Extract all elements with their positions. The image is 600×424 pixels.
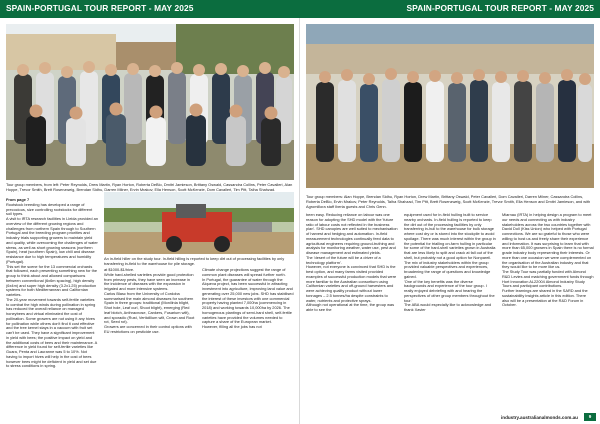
paragraph: This set the scene for the 13 commercial orchards that followed, each presenting something new for the group to think about and allowed comparisons between conventional (6x6m spacing), high density (6x4m) and super high density (3.2x1.25) production systems for both Mediterranean and Californian varieties. [6,263,98,297]
paragraph: Miarnau (IRTA) in helping design a program to meet our needs and connecting us with industry stakeholders across the two countries together with David Doll (Kiss Union) who helped with Portugal connections. We are so grateful to those who were willing to host us and freely share their experience and information. It was surprising to learn that with more than 65,000 growers in Spain there is no formal grade industry body representing their interests. Or more than one occasion we were complemented on the organisation of the Australian industry and that they would like to be more like us. [502,213,594,270]
paragraph: Carlos Blasc from the University of Cordoba summarised the main almond diseases for southern Spain in three groups: traditional (Monilinia blight, Shot hole, Leaf curl, Shoot blight), emerging (Red leaf blotch, Anthracnose, Cankers, Fusarium wilt), and sporadic (Rust, Verticillium wilt, Crown and Root rot, Seed rot). [104,290,195,325]
paragraph: However, filling all the jobs has not [202,324,262,329]
right-text-column-2 [404,213,496,413]
footer-url[interactable]: industry.australianalmonds.com.au [500,415,578,420]
right-text-column-3 [502,213,594,409]
left-text-column-2 [104,268,196,418]
paragraph: While hard-shelled varieties provide good protection from primary pests, they have seen an increase in the incidence of diseases with the expansion in irrigated and more intensive systems. [104,271,194,291]
right-photo-caption: Tour group members: Alan Hoppe, Brendan Sidhu, Ryan Horton, Drew Martin, Brittany Oswald, Peter Cavalleri, Dom Cavalleri, Darren Milner, Cassandra Collins, Roberta DeBlo, Ervin Mrakov, Peter Reynolds, Talha Shahzad, Tim Pitt, Brett Rosenzweig, Scott McKenzie, Trevor Smith, Ella Henson and Dmitri Jamieson, and with Agromillora staff Iberia guests and Chris Genn. [306,194,591,209]
left-photo-caption: Tour group members, from left: Peter Reynolds, Drew Martin, Ryan Horton, Roberta DeBlo, Dmitri Jamieson, Brittany Oswald, Cassandra Collins, Peter Cavalleri, Alan Hoppe, Trevor Smith, Brett Rosenzweig, Brendan Sidhu, Darren Milner, Ervin Mrakov, Ella Henson, Scott McKenzie, Dom Cavalleri, Tim Pitt, Talha Shahzad. [6,182,293,192]
paragraph: at $1000-$1/hive. [104,268,135,272]
paragraph: Rootstock breeding has developed a range of precocious, size controlling rootstocks for different soil types. [6,201,93,217]
paragraph: Further learnings are shared in the SARD and the sustainability insights article in this edition. There also will be a presentation at the R&D Forum in October. [502,288,588,308]
left-text-column-1 [6,198,98,416]
paragraph: The 'desert of the future will be a driver of a technology platform'. [306,254,381,265]
paragraph: 'One of the key benefits was the diverse backgrounds and experience of the tour group. I really enjoyed debriefing with and hearing the perspectives of other group members throughout the tour.' [404,278,495,303]
paragraph: The ABA would especially like to acknowledge and thank Xavier [404,302,492,312]
right-page [300,0,600,424]
page-number: 9 [584,413,596,421]
header-title-right: SPAIN-PORTUGAL TOUR REPORT - MAY 2025 [406,3,594,13]
infield-hiller-photo [104,192,294,254]
paragraph: However, not everyone is convinced that SHD is the best option, and many farms visited provided examples of successful production models that were more familiar to the Australian consortium using Californian varieties and off-ground harvesters and were achieving quality product without lower tonnages – 2.5 tonnes/ha despite constraints to water, nutrients and protective sprays. [306,264,397,303]
paragraph: Growers are concerned in their control options with EU restrictions on pesticide use. [104,324,192,334]
paragraph: equipment used for in-field hulling built to service nearby orchards. In-field hulling is reported to keep the dirt out of the processing facilities by only transferring in-hull to the warehouse for bulk storage where cost dry or is stored into the stockpile to avoid spoilage. There was much interest within the group in the potential for trialling on-farm hulling in particular for some of the hard-shell varieties grown in Australia that are less likely to split and crack at fall out of the shell, but probably not a good option for Nonpareil. [404,213,496,260]
paragraph: The 20-year movement towards self-fertile varieties to combat the high winds during pollination in spring has reduced the overall reliance on managed honeybees and virtual eliminated the cost of pollination. Some growers are not using it any hives for pollination while others don't find it cost effective and the tree kernel stays in a vaccum with fruit set can't be used. They have a significant improvement in yield with bees; the positive impact on yield and the additional costs of bees and their maintenance. A difference in yield found for self-fertile varieties like Guara, Penta and Lauranne was 5 to 10%. Not having to import hives will help in the cost of bees however bees might be deficient in yield and set due to stress conditions in spring. [6,296,98,369]
paragraph: The Study Tour was partially funded with Almond R&D Levies and matching government funds through Hort Innovation AL22004 Almond Industry Study Tours and participant contributions. [502,269,594,289]
header-title-left: SPAIN-PORTUGAL TOUR REPORT - MAY 2025 [6,3,194,13]
paragraph: A visit to IRTA research facilities in Lleida provided an overview of the different growing regions and challenges from northern Spain through to Southern Portugal and the breeding program priorities and industry trials supporting growers to maintain yield and quality, while overcoming the challenges of water stress, as well as short growing seasons (northern Spain), heat (southern Spain), low chill and disease resistance due to high temperatures and humidity (Portugal). [6,216,98,264]
group-photo-right [306,24,594,188]
group-photo-left [6,24,294,180]
paragraph: In Portugal, the guarantee of water through the Alqueva project, has been successful in attracting investment into agriculture, improving land value and generating over 25,000 new jobs. SHD has stabilised the interest of these investors with one commercial property having planted 7,000ha (commencing in 2018) and working towards 10,000ha by 2026. The homogenous plantings of semi-hard shell, self-fertile varieties have provided the volumes needed to capture a share of the European market. [202,276,294,325]
paragraph: been easy. Reducing reliance on labour was one reason for adopting the SHD model with the 'future ratio of labour costs not reflected in the business plan'. SHD canopies are well suited to mechanisation of harvest and hedging and automation. In-field measurement technologies continually feed data to agricultural engineers requiring ground-truthing and analysis for monitoring weather, water use, pest and disease management and estimated yields. [306,213,398,255]
paragraph: Although not operational at the time, the group was able to see the [306,302,395,312]
inset-photo-caption: An in-field hiller on the study tour. In-field hilling is reported to keep dirt out of processing facilities by only transferring in-field to the warehouse for pile storage. [104,256,285,266]
paragraph: Climate change projections suggest the range of common plant diseases will spread further north. [202,268,286,277]
left-text-column-3 [202,268,294,418]
continued-from-label: From page 7 [6,198,30,202]
right-text-column-1 [306,213,398,413]
paragraph: The mix of industry stakeholders within the group provided valuable perspectives and experiences, broadening the range of questions and knowledge gained. [404,259,491,279]
